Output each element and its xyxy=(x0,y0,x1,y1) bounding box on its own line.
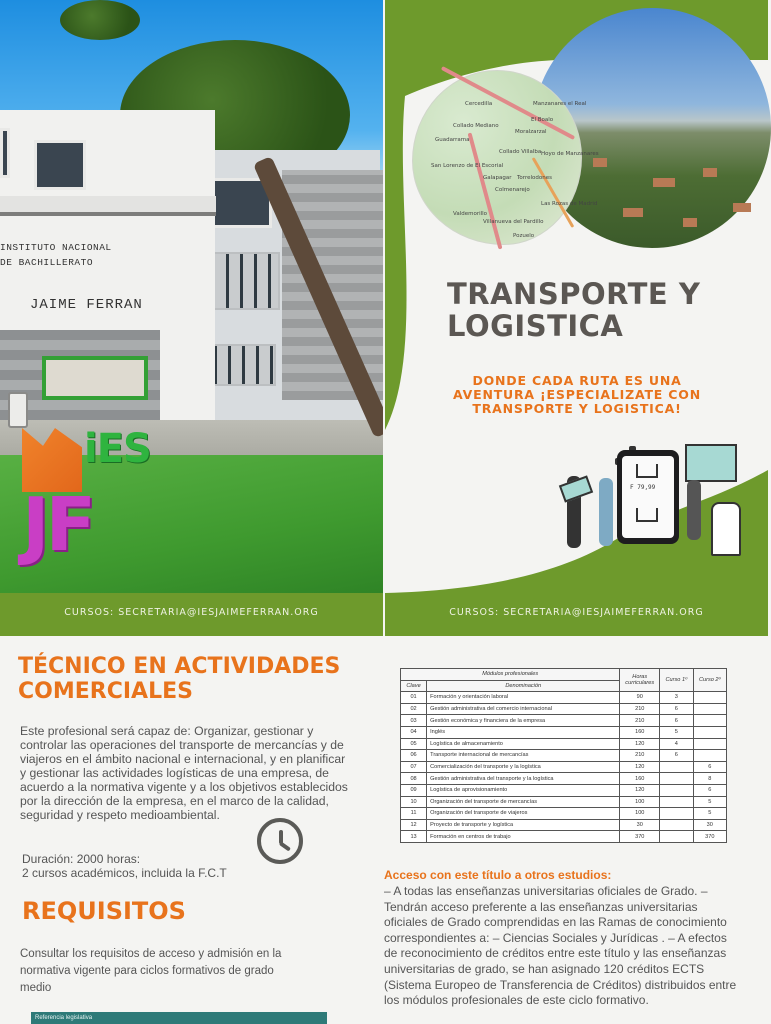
building-canopy xyxy=(0,196,216,216)
module-course2: 6 xyxy=(693,761,726,773)
map-label: Hoyo de Manzanares xyxy=(541,151,599,157)
table-row xyxy=(401,808,727,820)
table-row xyxy=(401,831,727,843)
building-sign-line1: INSTITUTO NACIONAL xyxy=(0,242,112,253)
module-course1 xyxy=(660,761,693,773)
map-label: Colmenarejo xyxy=(495,187,530,193)
module-name: Organización del transporte de mercancías xyxy=(427,796,620,808)
table-row xyxy=(401,738,727,750)
module-course2: 30 xyxy=(693,819,726,831)
header-curso2: Curso 2º xyxy=(693,669,726,692)
module-course1 xyxy=(660,773,693,785)
promo-title xyxy=(447,278,747,342)
table-row xyxy=(401,703,727,715)
table-row xyxy=(401,726,727,738)
module-course1 xyxy=(660,808,693,820)
podium-icon xyxy=(711,502,741,556)
module-course2 xyxy=(693,715,726,727)
module-name: Formación en centros de trabajo xyxy=(427,831,620,843)
module-name: Transporte internacional de mercancías xyxy=(427,750,620,762)
roof xyxy=(653,178,675,187)
module-name: Gestión administrativa del transporte y la logística xyxy=(427,773,620,785)
module-course1: 6 xyxy=(660,715,693,727)
map-label: San Lorenzo de El Escorial xyxy=(431,163,504,169)
module-course2: 8 xyxy=(693,773,726,785)
table-row xyxy=(401,773,727,785)
table-row xyxy=(401,692,727,704)
module-course1 xyxy=(660,819,693,831)
module-code: 10 xyxy=(401,796,427,808)
module-course2: 6 xyxy=(693,784,726,796)
requisitos-title: REQUISITOS xyxy=(22,897,186,925)
module-code: 02 xyxy=(401,703,427,715)
map-label: Cercedilla xyxy=(465,101,493,107)
green-window-frame xyxy=(42,356,148,400)
module-code: 11 xyxy=(401,808,427,820)
module-hours: 210 xyxy=(620,703,660,715)
module-name: Proyecto de transporte y logística xyxy=(427,819,620,831)
school-photo xyxy=(0,0,383,593)
access-title: Acceso con este título a otros estudios: xyxy=(384,868,612,882)
module-name: Logística de aprovisionamiento xyxy=(427,784,620,796)
map-label: Las Rozas de Madrid xyxy=(541,201,598,207)
clock-icon xyxy=(257,818,303,864)
module-code: 06 xyxy=(401,750,427,762)
module-name: Comercialización del transporte y la logística xyxy=(427,761,620,773)
module-code: 03 xyxy=(401,715,427,727)
map-label: Collado Villalba xyxy=(499,149,542,155)
module-hours: 120 xyxy=(620,784,660,796)
window xyxy=(34,140,86,190)
module-code: 09 xyxy=(401,784,427,796)
module-code: 13 xyxy=(401,831,427,843)
module-course1: 4 xyxy=(660,738,693,750)
map-label: Villanueva del Pardillo xyxy=(483,219,544,225)
table-row xyxy=(401,796,727,808)
module-course2 xyxy=(693,750,726,762)
table-row xyxy=(401,750,727,762)
smartphone-icon xyxy=(617,450,679,544)
stone-wall xyxy=(282,170,383,400)
header-curso1: Curso 1º xyxy=(660,669,693,692)
module-hours: 370 xyxy=(620,831,660,843)
person-figure-icon xyxy=(687,480,701,540)
roof xyxy=(703,168,717,177)
table-row xyxy=(401,784,727,796)
requisitos-text: Consultar los requisitos de acceso y admisión en la normativa vigente para ciclos formativos de grado medio xyxy=(20,948,282,994)
tecnico-title: TÉCNICO EN ACTIVIDADES COMERCIALES xyxy=(18,654,341,704)
wall-lamp xyxy=(8,392,28,428)
map-label: Manzanares el Real xyxy=(533,101,587,107)
map-label: Valdemorillo xyxy=(453,211,488,217)
module-course1 xyxy=(660,784,693,796)
table-row xyxy=(401,819,727,831)
module-hours: 160 xyxy=(620,773,660,785)
duration-info xyxy=(22,852,227,880)
window xyxy=(0,128,10,178)
module-hours: 160 xyxy=(620,726,660,738)
roof xyxy=(623,208,643,217)
module-name: Gestión administrativa del comercio internacional xyxy=(427,703,620,715)
module-course1 xyxy=(660,831,693,843)
building-sign-name: JAIME FERRAN xyxy=(30,297,143,313)
logo-jf-text: JF xyxy=(22,482,93,568)
footer-contact-right[interactable]: CURSOS: SECRETARIA@IESJAIMEFERRAN.ORG xyxy=(385,593,768,636)
modules-table xyxy=(400,668,727,843)
reference-bar: Referencia legislativa xyxy=(31,1012,327,1024)
module-name: Formación y orientación laboral xyxy=(427,692,620,704)
area-map xyxy=(412,70,599,245)
header-clave: Clave xyxy=(401,680,427,692)
map-label: El Boalo xyxy=(531,117,554,123)
module-hours: 100 xyxy=(620,808,660,820)
module-code: 05 xyxy=(401,738,427,750)
table-row xyxy=(401,715,727,727)
module-name: Organización del transporte de viajeros xyxy=(427,808,620,820)
module-course1: 5 xyxy=(660,726,693,738)
map-label: Guadarrama xyxy=(435,137,470,143)
module-course2 xyxy=(693,726,726,738)
phone-screen xyxy=(622,456,674,538)
duration-hours: Duración: 2000 horas: xyxy=(22,852,141,866)
module-hours: 120 xyxy=(620,738,660,750)
map-label: Moralzarzal xyxy=(515,129,547,135)
module-hours: 120 xyxy=(620,761,660,773)
module-hours: 30 xyxy=(620,819,660,831)
monitor-icon xyxy=(685,444,737,482)
package-icon xyxy=(559,475,593,502)
map-road xyxy=(532,157,575,228)
module-course1: 6 xyxy=(660,750,693,762)
cart-icon xyxy=(636,464,658,478)
roof xyxy=(683,218,697,227)
module-course2: 5 xyxy=(693,808,726,820)
module-course1: 3 xyxy=(660,692,693,704)
modules-table-body xyxy=(401,692,727,843)
module-course1: 6 xyxy=(660,703,693,715)
barred-window xyxy=(212,344,276,386)
module-course2 xyxy=(693,738,726,750)
module-course2 xyxy=(693,692,726,704)
module-name: Gestión económica y financiera de la empresa xyxy=(427,715,620,727)
promo-subtitle: DONDE CADA RUTA ES UNA AVENTURA ¡ESPECIALIZATE CON TRANSPORTE Y LOGISTICA! xyxy=(453,373,701,416)
header-denominacion: Denominación xyxy=(427,680,620,692)
module-code: 12 xyxy=(401,819,427,831)
person-figure-icon xyxy=(599,478,613,546)
map-label: Pozuelo xyxy=(513,233,535,239)
module-code: 01 xyxy=(401,692,427,704)
module-name: Logística de almacenamiento xyxy=(427,738,620,750)
promo-title-line2: LOGISTICA xyxy=(447,309,624,343)
cart-icon xyxy=(636,508,658,522)
access-text: – A todas las enseñanzas universitarias oficiales de Grado. – Tendrán acceso preferente a las enseñanzas universitarias oficiales de Grado comprendidas en las Ramas de conocimiento correspondientes a: – Ciencias Sociales y Jurídicas . – A efectos de reconocimiento de créditos entre este título y las enseñanzas universitarias de grado, se han asignado 120 créditos ECTS (Sistema Europeo de Transferencia de Créditos) distribuidos entre los módulos profesionales de este ciclo formativo. xyxy=(384,884,737,1008)
header-horas: Horas curriculares xyxy=(620,669,660,692)
module-code: 08 xyxy=(401,773,427,785)
module-course2: 5 xyxy=(693,796,726,808)
roof xyxy=(593,158,607,167)
module-course1 xyxy=(660,796,693,808)
module-hours: 100 xyxy=(620,796,660,808)
table-row xyxy=(401,761,727,773)
map-label: Collado Mediano xyxy=(453,123,499,129)
module-course2: 370 xyxy=(693,831,726,843)
module-name: Inglés xyxy=(427,726,620,738)
map-label: Galapagar xyxy=(483,175,512,181)
module-course2 xyxy=(693,703,726,715)
tree-branch xyxy=(60,0,140,40)
module-hours: 90 xyxy=(620,692,660,704)
roof xyxy=(733,203,751,212)
map-label: Torrelodones xyxy=(517,175,552,181)
module-code: 04 xyxy=(401,726,427,738)
modules-group-header: Módulos profesionales xyxy=(401,669,620,681)
ies-jf-logo xyxy=(22,426,162,576)
tecnico-description: Este profesional será capaz de: Organizar, gestionar y controlar las operaciones del transporte de mercancías y de viajeros en el ámbito nacional e internacional, y en planificar y gestionar las actividades logísticas de una empresa, de acuerdo a la normativa vigente y a los objetivos establecidos por la dirección de la empresa, en el marco de la calidad, seguridad y respeto medioambiental. xyxy=(20,724,348,822)
building-sign-line2: DE BACHILLERATO xyxy=(0,257,94,268)
clock-minute-hand xyxy=(279,841,291,851)
module-hours: 210 xyxy=(620,750,660,762)
promo-title-line1: TRANSPORTE Y xyxy=(447,277,701,311)
footer-contact-left[interactable]: CURSOS: SECRETARIA@IESJAIMEFERRAN.ORG xyxy=(0,593,383,636)
price-label: F 79,99 xyxy=(630,484,656,491)
building-sign xyxy=(0,240,112,270)
logistics-illustration xyxy=(555,440,755,560)
duration-courses: 2 cursos académicos, incluida la F.C.T xyxy=(22,866,227,880)
module-hours: 210 xyxy=(620,715,660,727)
logo-ies-text: iES xyxy=(84,426,151,472)
module-code: 07 xyxy=(401,761,427,773)
promo-panel xyxy=(385,0,768,593)
